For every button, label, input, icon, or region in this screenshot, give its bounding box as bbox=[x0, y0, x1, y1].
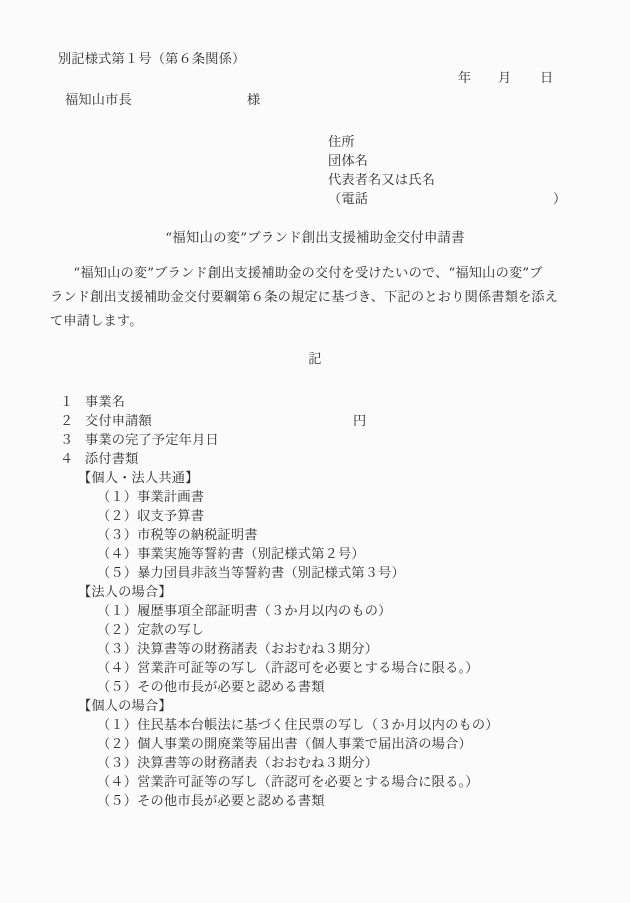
attachment-group-3-entry-4: （４）営業許可証等の写し（許認可を必要とする場合に限る。） bbox=[97, 775, 479, 790]
attachment-group-2-entry-5: （５）その他市長が必要と認める書類 bbox=[97, 680, 325, 695]
addressee-name: 福知山市長 bbox=[65, 93, 132, 108]
item-3-number: ３ bbox=[60, 433, 74, 448]
body-paragraph-line-3: て申請します。 bbox=[50, 314, 143, 329]
attachment-group-3-entry-2: （２）個人事業の開廃業等届出書（個人事業で届出済の場合） bbox=[97, 737, 472, 752]
attachment-group-3-heading: 【個人の場合】 bbox=[78, 699, 172, 714]
body-paragraph-line-1: “福知山の変”ブランド創出支援補助金の交付を受けたいので、“福知山の変”ブ bbox=[60, 266, 543, 281]
attachment-group-2-entry-3: （３）決算書等の財務諸表（おおむね３期分） bbox=[97, 642, 379, 657]
applicant-telephone-paren-close: ） bbox=[553, 192, 567, 207]
date-month-label: 月 bbox=[498, 71, 512, 86]
attachment-group-2-entry-2: （２）定款の写し bbox=[97, 623, 205, 638]
item-1-label: 事業名 bbox=[85, 395, 126, 410]
attachment-group-1-heading: 【個人・法人共通】 bbox=[78, 471, 199, 486]
body-paragraph-line-2: ランド創出支援補助金交付要綱第６条の規定に基づき、下記のとおり関係書類を添え bbox=[50, 290, 559, 305]
attachment-group-1-entry-5: （５）暴力団員非該当等誓約書（別記様式第３号） bbox=[97, 566, 405, 581]
item-3-label: 事業の完了予定年月日 bbox=[85, 433, 219, 448]
applicant-organization-label: 団体名 bbox=[328, 154, 369, 169]
kiji-marker: 記 bbox=[308, 352, 322, 367]
date-day-label: 日 bbox=[540, 71, 554, 86]
applicant-telephone-label: （電話 bbox=[328, 192, 369, 207]
item-1-number: １ bbox=[60, 395, 74, 410]
attachment-group-1-entry-4: （４）事業実施等誓約書（別記様式第２号） bbox=[97, 547, 365, 562]
item-2-currency-unit: 円 bbox=[353, 414, 367, 429]
attachment-group-3-entry-5: （５）その他市長が必要と認める書類 bbox=[97, 794, 325, 809]
date-year-label: 年 bbox=[458, 71, 472, 86]
page-title: “福知山の変”ブランド創出支援補助金交付申請書 bbox=[165, 231, 465, 246]
attachment-group-1-entry-1: （１）事業計画書 bbox=[97, 490, 205, 505]
applicant-address-label: 住所 bbox=[328, 135, 355, 150]
item-2-label: 交付申請額 bbox=[85, 414, 152, 429]
item-2-number: ２ bbox=[60, 414, 74, 429]
attachment-group-3-entry-3: （３）決算書等の財務諸表（おおむね３期分） bbox=[97, 756, 379, 771]
applicant-representative-label: 代表者名又は氏名 bbox=[328, 173, 436, 188]
attachment-group-2-entry-1: （１）履歴事項全部証明書（３か月以内のもの） bbox=[97, 604, 392, 619]
attachment-group-2-heading: 【法人の場合】 bbox=[78, 585, 172, 600]
item-4-number: ４ bbox=[60, 452, 74, 467]
form-number: 別記様式第１号（第６条関係） bbox=[58, 52, 246, 67]
item-4-label: 添付書類 bbox=[85, 452, 139, 467]
attachment-group-3-entry-1: （１）住民基本台帳法に基づく住民票の写し（３か月以内のもの） bbox=[97, 718, 499, 733]
attachment-group-1-entry-2: （２）収支予算書 bbox=[97, 509, 205, 524]
attachment-group-2-entry-4: （４）営業許可証等の写し（許認可を必要とする場合に限る。） bbox=[97, 661, 479, 676]
addressee-honorific: 様 bbox=[247, 93, 261, 108]
attachment-group-1-entry-3: （３）市税等の納税証明書 bbox=[97, 528, 258, 543]
